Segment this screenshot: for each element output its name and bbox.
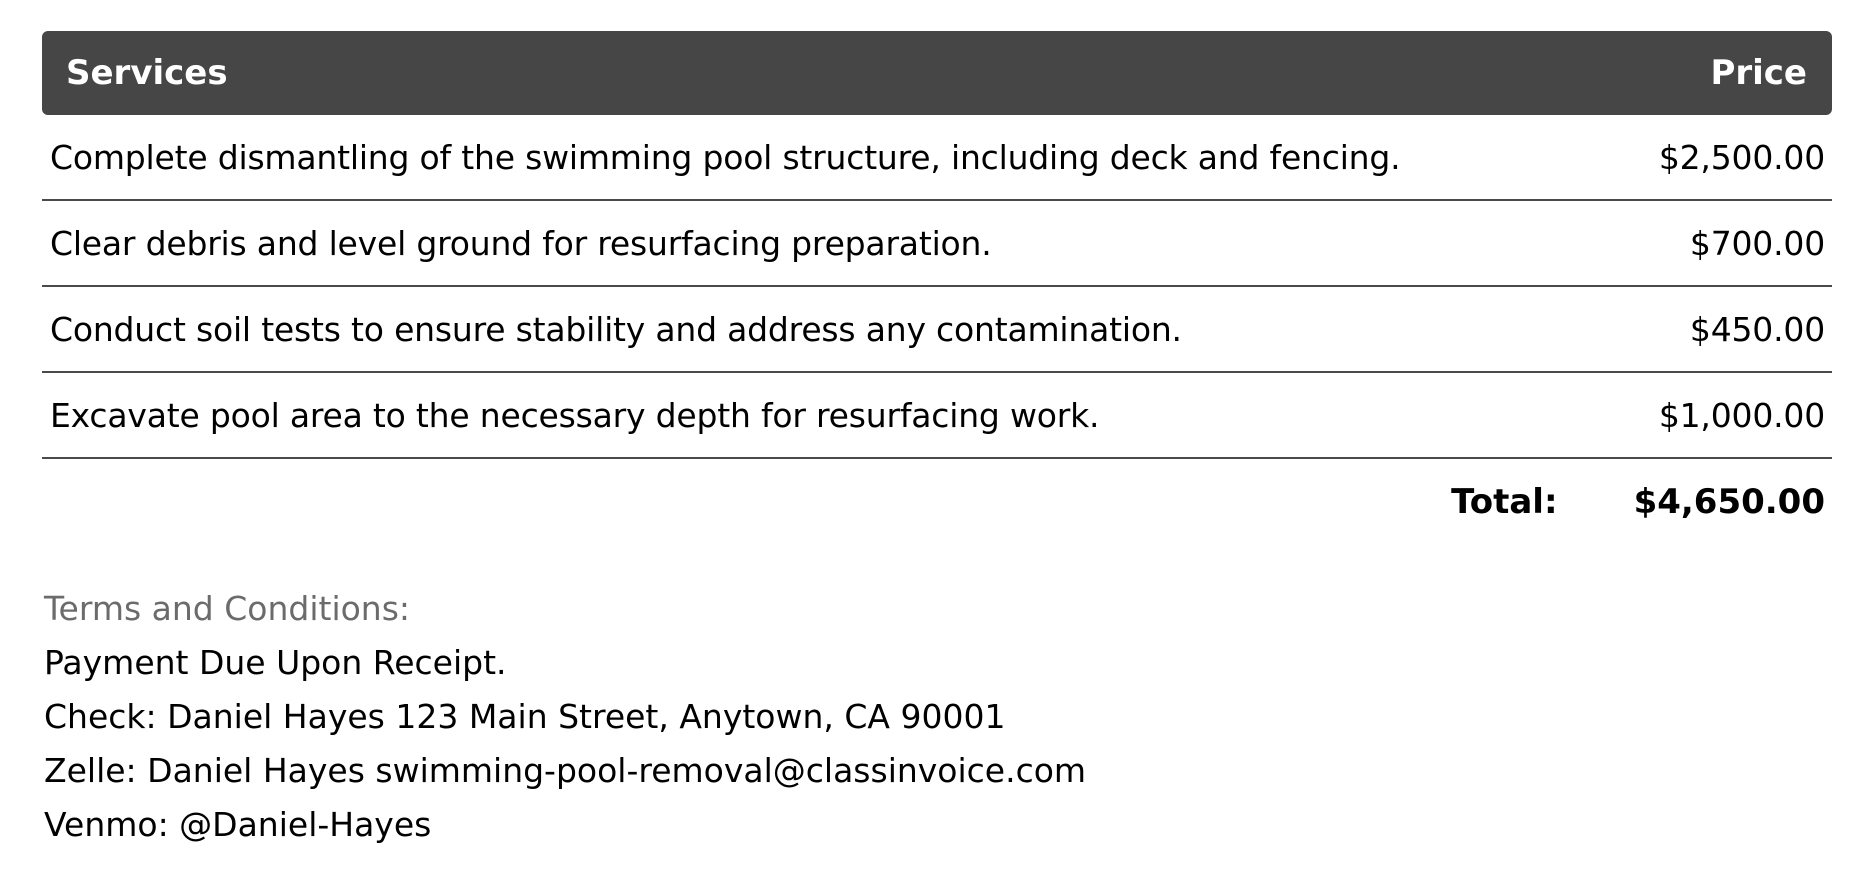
terms-venmo: Venmo: @Daniel-Hayes [44,805,432,844]
table-row [42,287,1832,373]
service-price: $2,500.00 [1658,137,1825,177]
service-description: Complete dismantling of the swimming pool structure, including deck and fencing. [50,137,1401,177]
services-column-header: Services [66,53,228,93]
terms-zelle: Zelle: Daniel Hayes swimming-pool-removal@classinvoice.com [44,751,1087,790]
terms-check: Check: Daniel Hayes 123 Main Street, Anytown, CA 90001 [44,697,1006,736]
service-price: $450.00 [1689,309,1825,349]
table-row [42,373,1832,459]
service-price: $1,000.00 [1658,395,1825,435]
service-description: Conduct soil tests to ensure stability and address any contamination. [50,309,1182,349]
price-column-header: Price [1710,53,1807,93]
services-table [42,31,1832,545]
terms-payment-due: Payment Due Upon Receipt. [44,643,507,682]
service-description: Clear debris and level ground for resurfacing preparation. [50,223,992,263]
table-row [42,201,1832,287]
total-label: Total: [1451,482,1558,522]
service-description: Excavate pool area to the necessary depth for resurfacing work. [50,395,1100,435]
terms-title: Terms and Conditions: [44,589,411,628]
total-row [42,459,1832,545]
table-header [42,31,1832,115]
total-value: $4,650.00 [1633,482,1825,522]
service-price: $700.00 [1689,223,1825,263]
table-row [42,115,1832,201]
terms-section [44,582,1086,852]
